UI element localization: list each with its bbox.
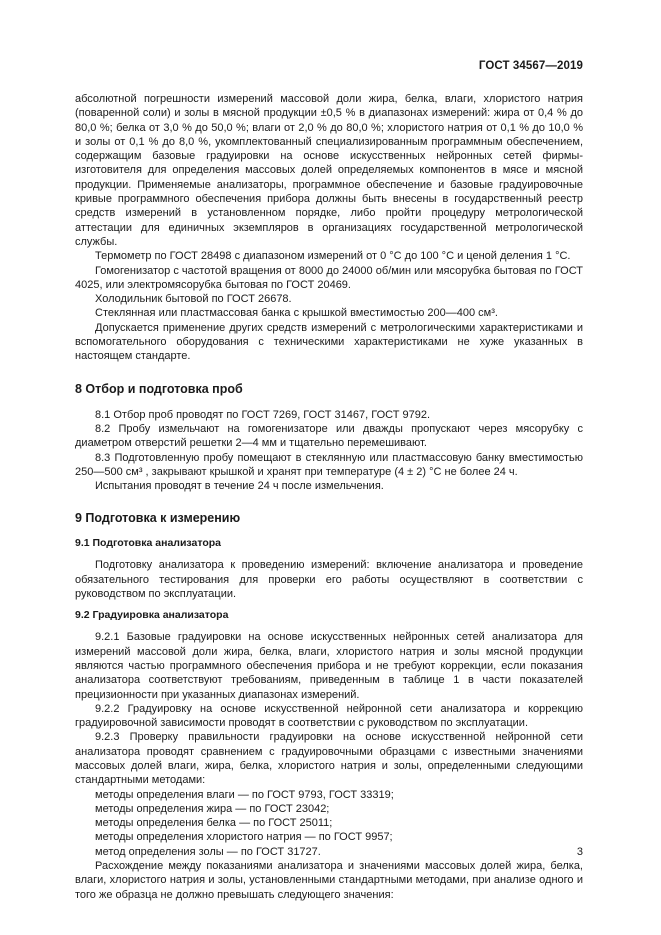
section-8-paragraph: 8.3 Подготовленную пробу помещают в стеклянную или пластмассовую банку вместимостью 250—500 см³ , закрывают крышкой и хранят при температуре (4 ± 2) °С не более 24 ч. (75, 451, 583, 478)
document-header-id: ГОСТ 34567—2019 (478, 60, 583, 72)
method-list-item: методы определения жира — по ГОСТ 23042; (95, 802, 330, 815)
subsection-9-1-heading: 9.1 Подготовка анализатора (75, 537, 222, 550)
subsection-9-2-heading: 9.2 Градуировка анализатора (75, 609, 229, 622)
section-8-paragraph: 8.2 Пробу измельчают на гомогенизаторе или дважды пропускают через мясорубку с диаметром отверстий решетки 2—4 мм и тщательно перемешивают. (75, 422, 583, 450)
subsection-9-2-paragraph: 9.2.3 Проверку правильности градуировки на основе искусственной нейронной сети анализатора проводят сравнением с градуировочными образцами с известными значениями массовых долей влаги, жира, белка, хлористого натрия и золы, определенными следующими стандартными методами: (75, 731, 583, 787)
subsection-9-2-paragraph: 9.2.1 Базовые градуировки на основе искусственных нейронных сетей анализатора для измерений массовой доли жира, белка, влаги, хлористого натрия и золы мясной продукции являются частью программного обеспечения прибора и не требуют коррекции, если показания анализатора соответствуют требованиям, приведенным в таблице 1 в части показателей прецизионности при указанных диапазонах измерений. (75, 631, 583, 701)
document-body (75, 92, 583, 902)
intro-paragraph: Гомогенизатор с частотой вращения от 8000 до 24000 об/мин или мясорубка бытовая по ГОСТ 4025, или электромясорубка бытовая по ГОСТ 20469. (75, 264, 583, 291)
subsection-9-1-paragraph: Подготовку анализатора к проведению измерений: включение анализатора и проведение обязательного тестирования для проверки его работы осуществляют в соответствии с руководством по эксплуатации. (75, 559, 583, 601)
method-list-item: методы определения белка — по ГОСТ 25011; (95, 817, 333, 830)
section-9-heading: 9 Подготовка к измерению (75, 511, 241, 526)
subsection-9-2-paragraph: Расхождение между показаниями анализатора и значениями массовых долей жира, белка, влаги, хлористого натрия и золы, установленными стандартными методами, при анализе одного и того же образца не должно превышать следующего значения: (75, 860, 583, 901)
method-list-item: методы определения хлористого натрия — по ГОСТ 9957; (95, 831, 393, 844)
intro-paragraph: абсолютной погрешности измерений массовой доли жира, белка, влаги, хлористого натрия (поваренной соли) и золы в мясной продукции ±0,5 % в диапазонах измерений: жира от 0,4 % до 80,0 %; белка от 3,0 % до 50,0 %; влаги от 2,0 % до 80,0 %; хлористого натрия от 0,1 % до 10,0 % и золы от 0,1 % до 8,0 %, укомплектованный специализированным программным обеспечением, содержащим базовые градуировки на основе искусственных нейронных сетей фирмы-изготовителя для определения массовых долей определяемых компонентов в мясе и мясной продукции. Применяемые анализаторы, программное обеспечение и базовые градуировочные кривые программного обеспечения прибора должны быть внесены в государственный реестр средств измерений в установленном порядке, либо пройти процедуру метрологической аттестации для единичных экземпляров в организациях государственной метрологической службы. (75, 93, 583, 248)
intro-paragraph: Стеклянная или пластмассовая банка с крышкой вместимостью 200—400 см³. (95, 307, 498, 320)
subsection-9-2-paragraph: 9.2.2 Градуировку на основе искусственной нейронной сети анализатора и коррекцию градуировочной зависимости проводят в соответствии с руководством по эксплуатации. (75, 702, 583, 730)
section-8-heading: 8 Отбор и подготовка проб (75, 381, 243, 396)
page-number: 3 (576, 846, 583, 858)
intro-paragraph: Холодильник бытовой по ГОСТ 26678. (95, 293, 292, 306)
section-8-paragraph: Испытания проводят в течение 24 ч после измельчения. (95, 480, 384, 493)
intro-paragraph: Допускается применение других средств измерений с метрологическими характеристиками и вспомогательного оборудования с техническими характеристиками не хуже указанных в настоящем стандарте. (75, 321, 583, 363)
section-8-paragraph: 8.1 Отбор проб проводят по ГОСТ 7269, ГОСТ 31467, ГОСТ 9792. (95, 408, 431, 421)
method-list-item: метод определения золы — по ГОСТ 31727. (95, 845, 321, 858)
method-list-item: методы определения влаги — по ГОСТ 9793, ГОСТ 33319; (95, 788, 394, 801)
intro-paragraph: Термометр по ГОСТ 28498 с диапазоном измерений от 0 °С до 100 °С и ценой деления 1 °С. (95, 250, 571, 263)
